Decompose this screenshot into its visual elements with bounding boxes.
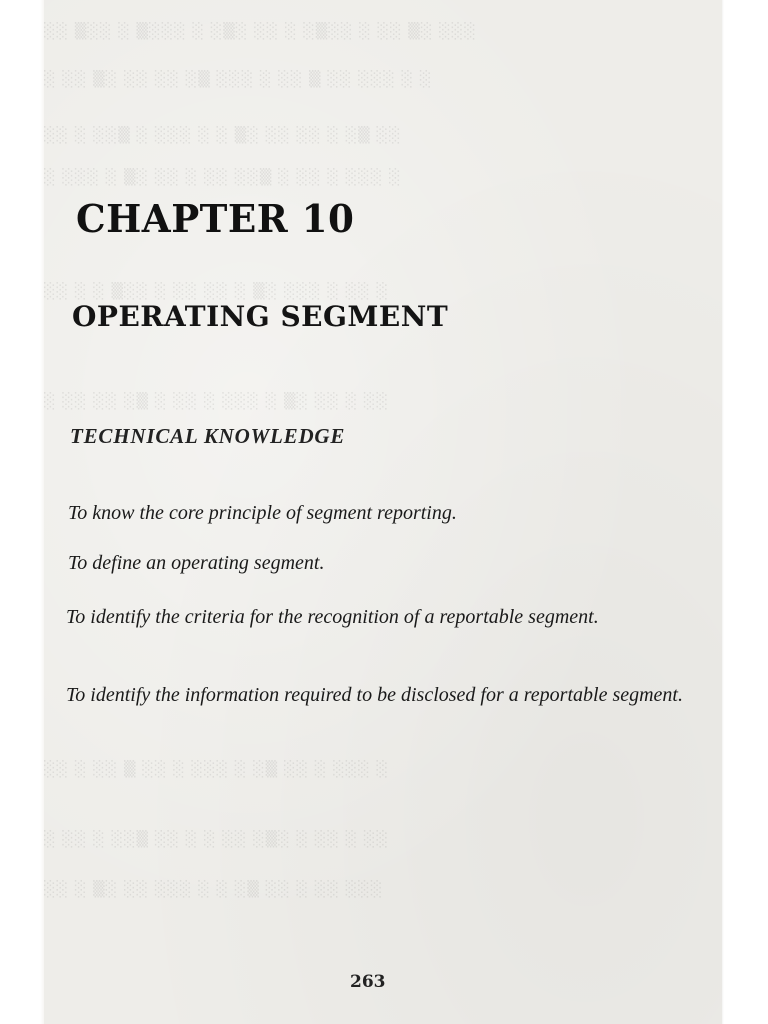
objective-item: To identify the information required to be disclosed for a reportable segment.	[66, 684, 683, 706]
chapter-subtitle: OPERATING SEGMENT	[72, 300, 449, 333]
bleed-through-texture: ░░ ░ ░ ▒░░ ░ ░░ ░░ ░ ▒░ ░░░ ░ ░░ ░	[44, 282, 390, 300]
bleed-through-texture: ░ ░░ ▒░ ░░ ░░ ░▒ ░░░ ░ ░░ ▒ ░░ ░░░ ░ ░	[44, 70, 433, 88]
bleed-through-texture: ░ ░░ ░ ░░▒ ░░ ░ ░ ░░ ░▒░ ░ ░░ ░ ░░	[44, 830, 390, 848]
chapter-title: CHAPTER 10	[76, 196, 355, 241]
technical-knowledge-heading: TECHNICAL KNOWLEDGE	[70, 424, 346, 448]
page-number: 263	[350, 972, 386, 992]
objective-item: To define an operating segment.	[68, 552, 325, 574]
bleed-through-texture: ░░ ░ ▒░ ░░ ░░░ ░ ░ ░▒ ░░ ░ ░░ ░░░	[44, 880, 384, 898]
objective-item: To know the core principle of segment reporting.	[68, 502, 457, 524]
objective-item: To identify the criteria for the recognition of a reportable segment.	[66, 606, 599, 628]
bleed-through-texture: ░░ ░ ░░▒ ░ ░░░ ░ ░ ▒░ ░░ ░░ ░ ░▒ ░░	[44, 126, 402, 144]
bleed-through-texture: ░░ ░ ░░ ▒ ░░ ░ ░░░ ░ ░▒ ░░ ░ ░░░ ░	[44, 760, 390, 778]
bleed-through-texture: ░ ░░░ ░ ▒░ ░░ ░ ░░ ░░▒ ░ ░░ ░ ░░░ ░	[44, 168, 402, 186]
bleed-through-texture: ░░ ▒░░ ░ ▒░░░ ░ ░▒░ ░░ ░ ░▒░░ ░ ░░ ▒░ ░░░	[44, 22, 477, 40]
bleed-through-texture: ░ ░░ ░░ ░▒ ░ ░░ ░ ░░░ ░ ▒░ ░░ ░ ░░	[44, 392, 390, 410]
